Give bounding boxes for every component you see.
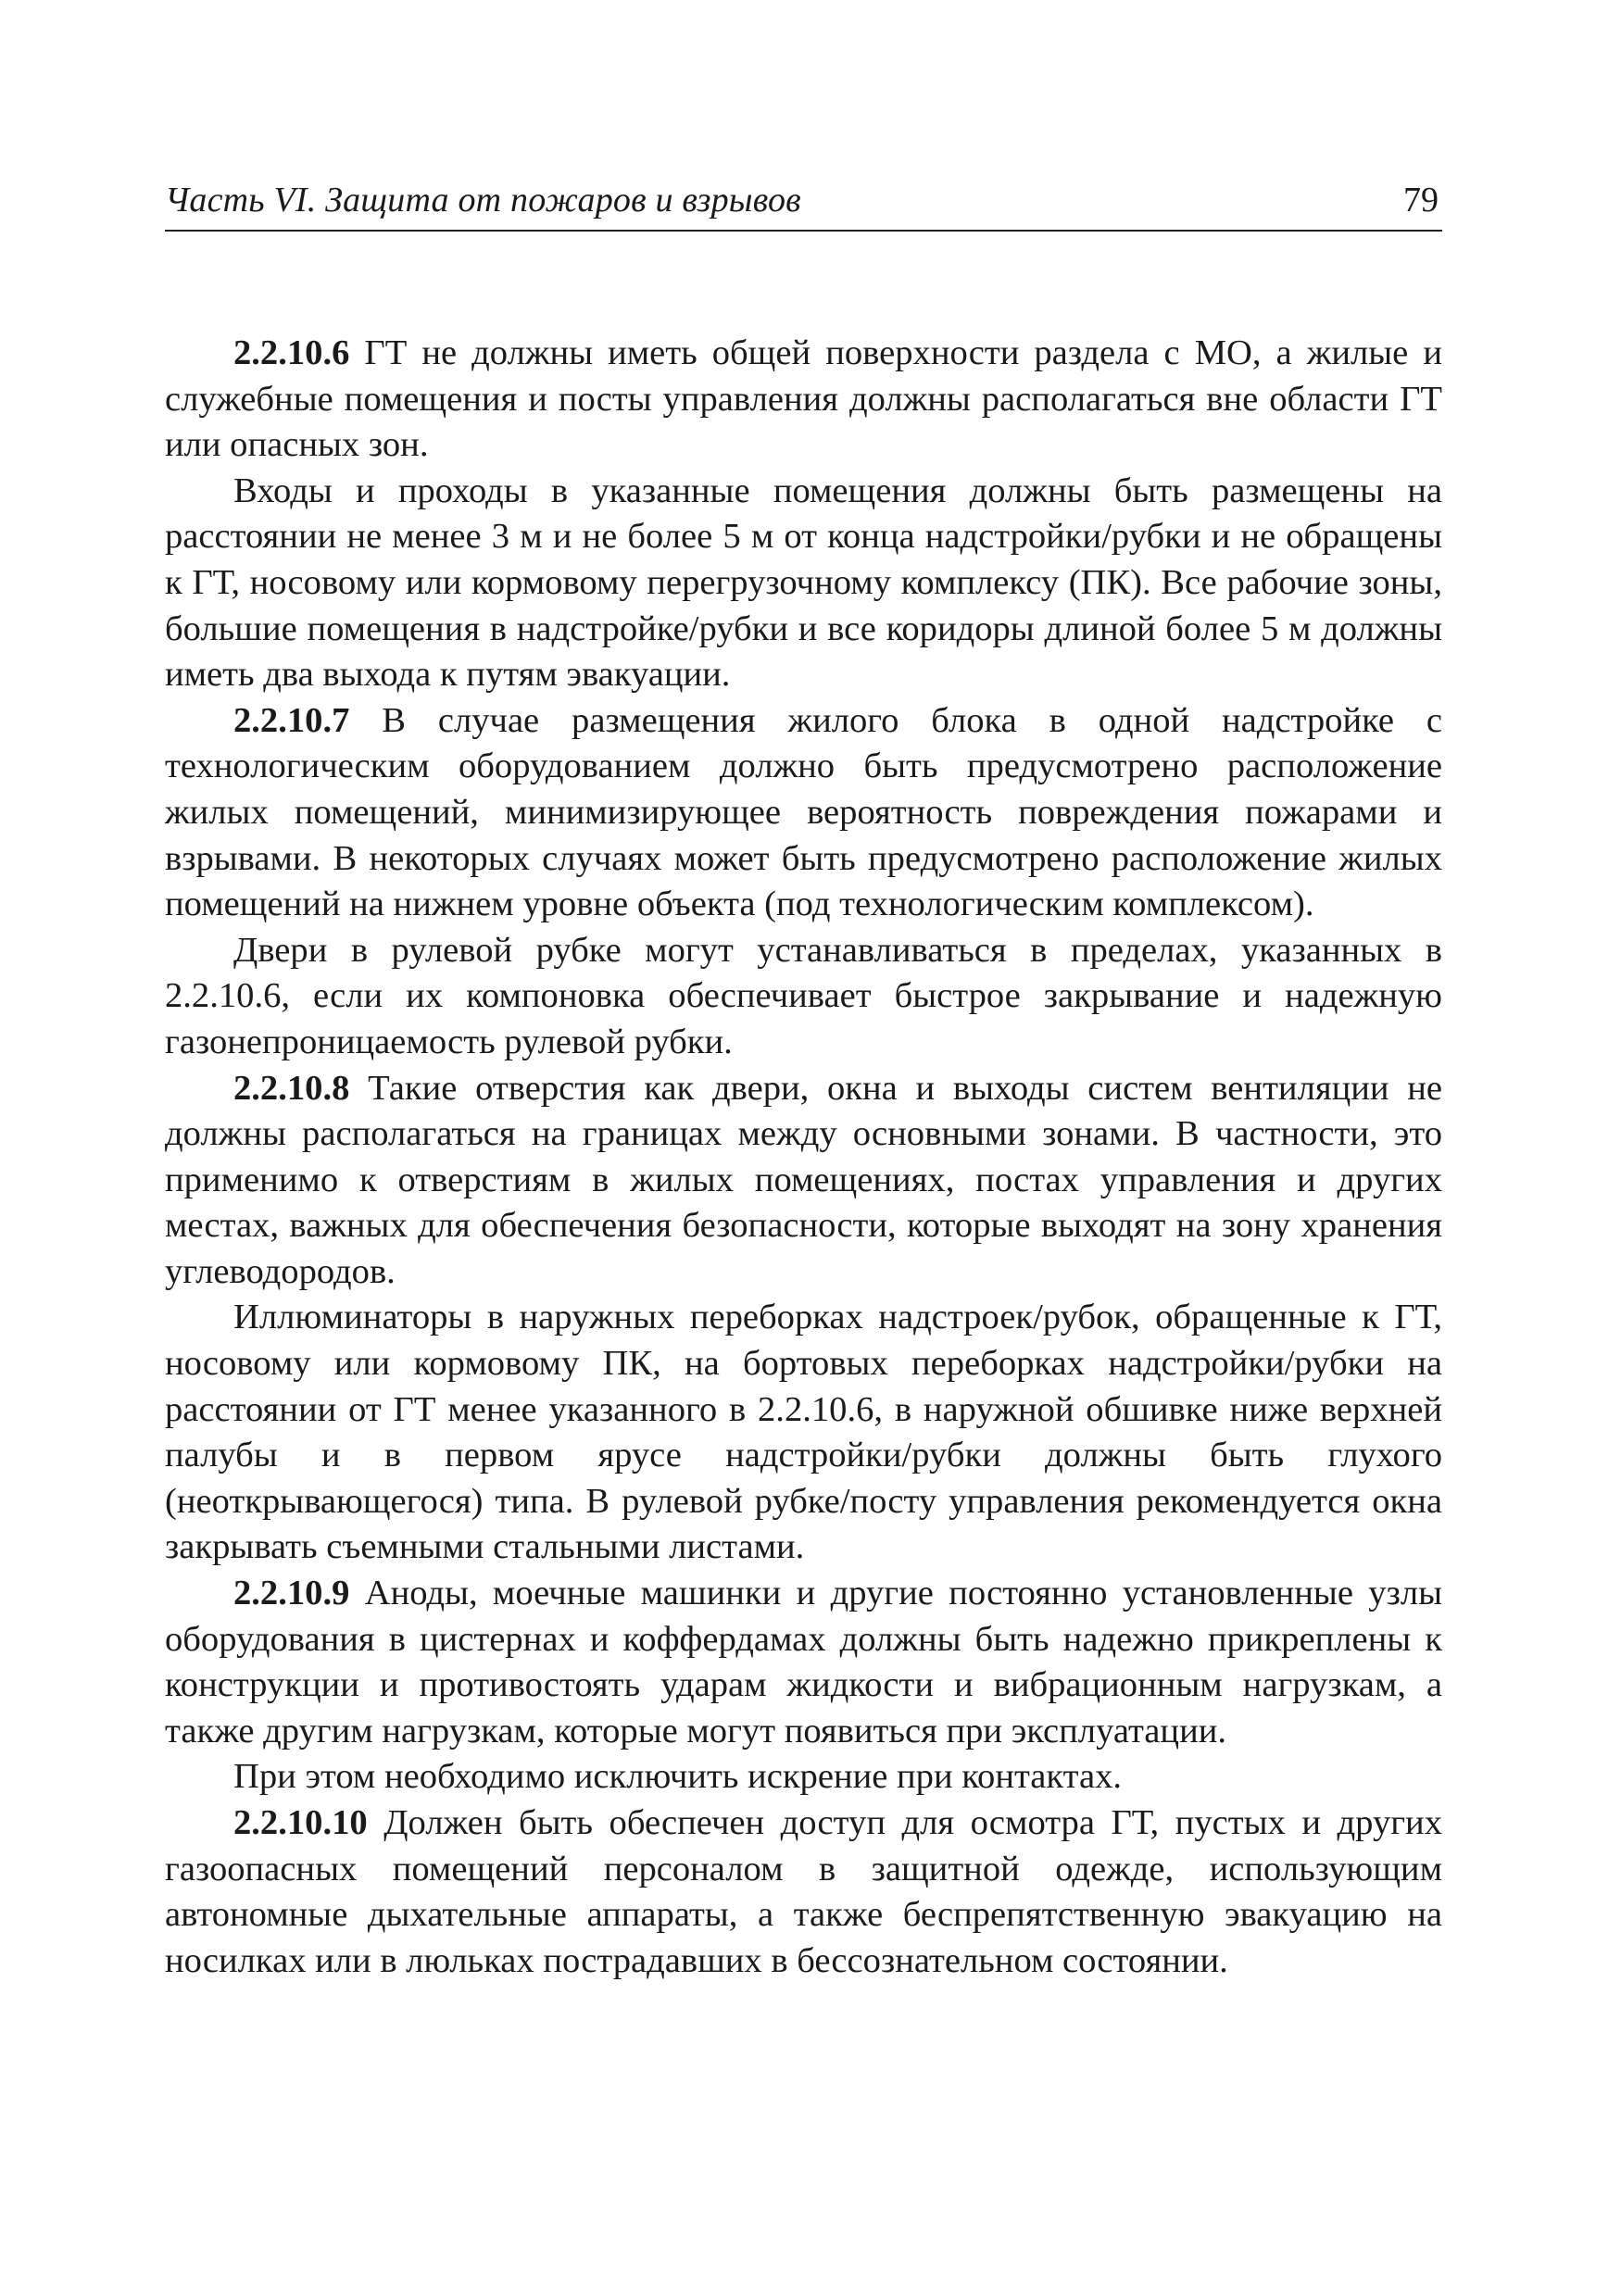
clause-number: 2.2.10.7 — [233, 700, 350, 740]
clause-number: 2.2.10.6 — [233, 333, 350, 372]
page-number: 79 — [1403, 181, 1439, 220]
paragraph-text: Такие отверстия как двери, окна и выходы систем вентиляции не должны располагаться на границах между основными зонами. В частности, это применимо к отверстиям в жилых помещениях, постах управления и других местах, важных для обеспечения безопасности, которые выходят на зону хранения углеводородов. — [165, 1068, 1442, 1291]
paragraph-text: Входы и проходы в указанные помещения должны быть размещены на расстоянии не менее 3 м и не более 5 м от конца надстройки/рубки и не обращены к ГТ, носовому или кормовому перегрузочному комплексу (ПК). Все рабочие зоны, большие помещения в надстройке/рубки и все коридоры длиной более 5 м должны иметь два выхода к путям эвакуации. — [165, 470, 1442, 695]
paragraph-2-2-10-7 — [165, 698, 1442, 928]
paragraph-2-2-10-10 — [165, 1800, 1442, 1984]
body-text — [165, 331, 1442, 1984]
running-header-title: Часть VI. Защита от пожаров и взрывов — [165, 181, 801, 220]
running-header — [165, 172, 1442, 232]
paragraph-2-2-10-9 — [165, 1571, 1442, 1754]
paragraph-text: Аноды, моечные машинки и другие постоянно установленные узлы оборудования в цистернах и коффердамах должны быть надежно прикреплены к конструкции и противостоять ударам жидкости и вибрационным нагрузкам, а также другим нагрузкам, которые могут появиться при эксплуатации. — [165, 1574, 1442, 1750]
paragraph-text: Иллюминаторы в наружных переборках надстроек/рубок, обращенные к ГТ, носовому или кормовому ПК, на бортовых переборках надстройки/рубки на расстоянии от ГТ менее указанного в 2.2.10.6, в наружной обшивке ниже верхней палубы и в первом ярусе надстройки/рубки должны быть глухого (неоткрывающегося) типа. В рулевой рубке/посту управления рекомендуется окна закрывать съемными стальными листами. — [165, 1298, 1442, 1567]
clause-number: 2.2.10.10 — [233, 1803, 368, 1842]
paragraph-text: При этом необходимо исключить искрение при контактах. — [233, 1757, 1123, 1797]
clause-number: 2.2.10.8 — [233, 1068, 350, 1108]
paragraph-2-2-10-6 — [165, 331, 1442, 469]
paragraph-portholes — [165, 1295, 1442, 1571]
paragraph-text: Должен быть обеспечен доступ для осмотра ГТ, пустых и других газоопасных помещений персоналом в защитной одежде, использующим автономные дыхательные аппараты, а также беспрепятственную эвакуацию на носилках или в люльках пострадавших в бессознательном состоянии. — [165, 1803, 1442, 1980]
paragraph-entrances — [165, 469, 1442, 698]
paragraph-wheelhouse-doors — [165, 928, 1442, 1066]
paragraph-text: ГТ не должны иметь общей поверхности раздела с МО, а жилые и служебные помещения и посты управления должны располагаться вне области ГТ или опасных зон. — [165, 333, 1442, 465]
paragraph-text: В случае размещения жилого блока в одной надстройке с технологическим оборудованием должно быть предусмотрено расположение жилых помещений, минимизирующее вероятность повреждения пожарами и взрывами. В некоторых случаях может быть предусмотрено расположение жилых помещений на нижнем уровне объекта (под технологическим комплексом). — [165, 700, 1442, 924]
paragraph-text: Двери в рулевой рубке могут устанавливаться в пределах, указанных в 2.2.10.6, если их компоновка обеспечивает быстрое закрывание и надежную газонепроницаемость рулевой рубки. — [165, 930, 1442, 1061]
paragraph-2-2-10-8 — [165, 1066, 1442, 1296]
paragraph-sparking — [165, 1754, 1442, 1800]
clause-number: 2.2.10.9 — [233, 1574, 350, 1613]
